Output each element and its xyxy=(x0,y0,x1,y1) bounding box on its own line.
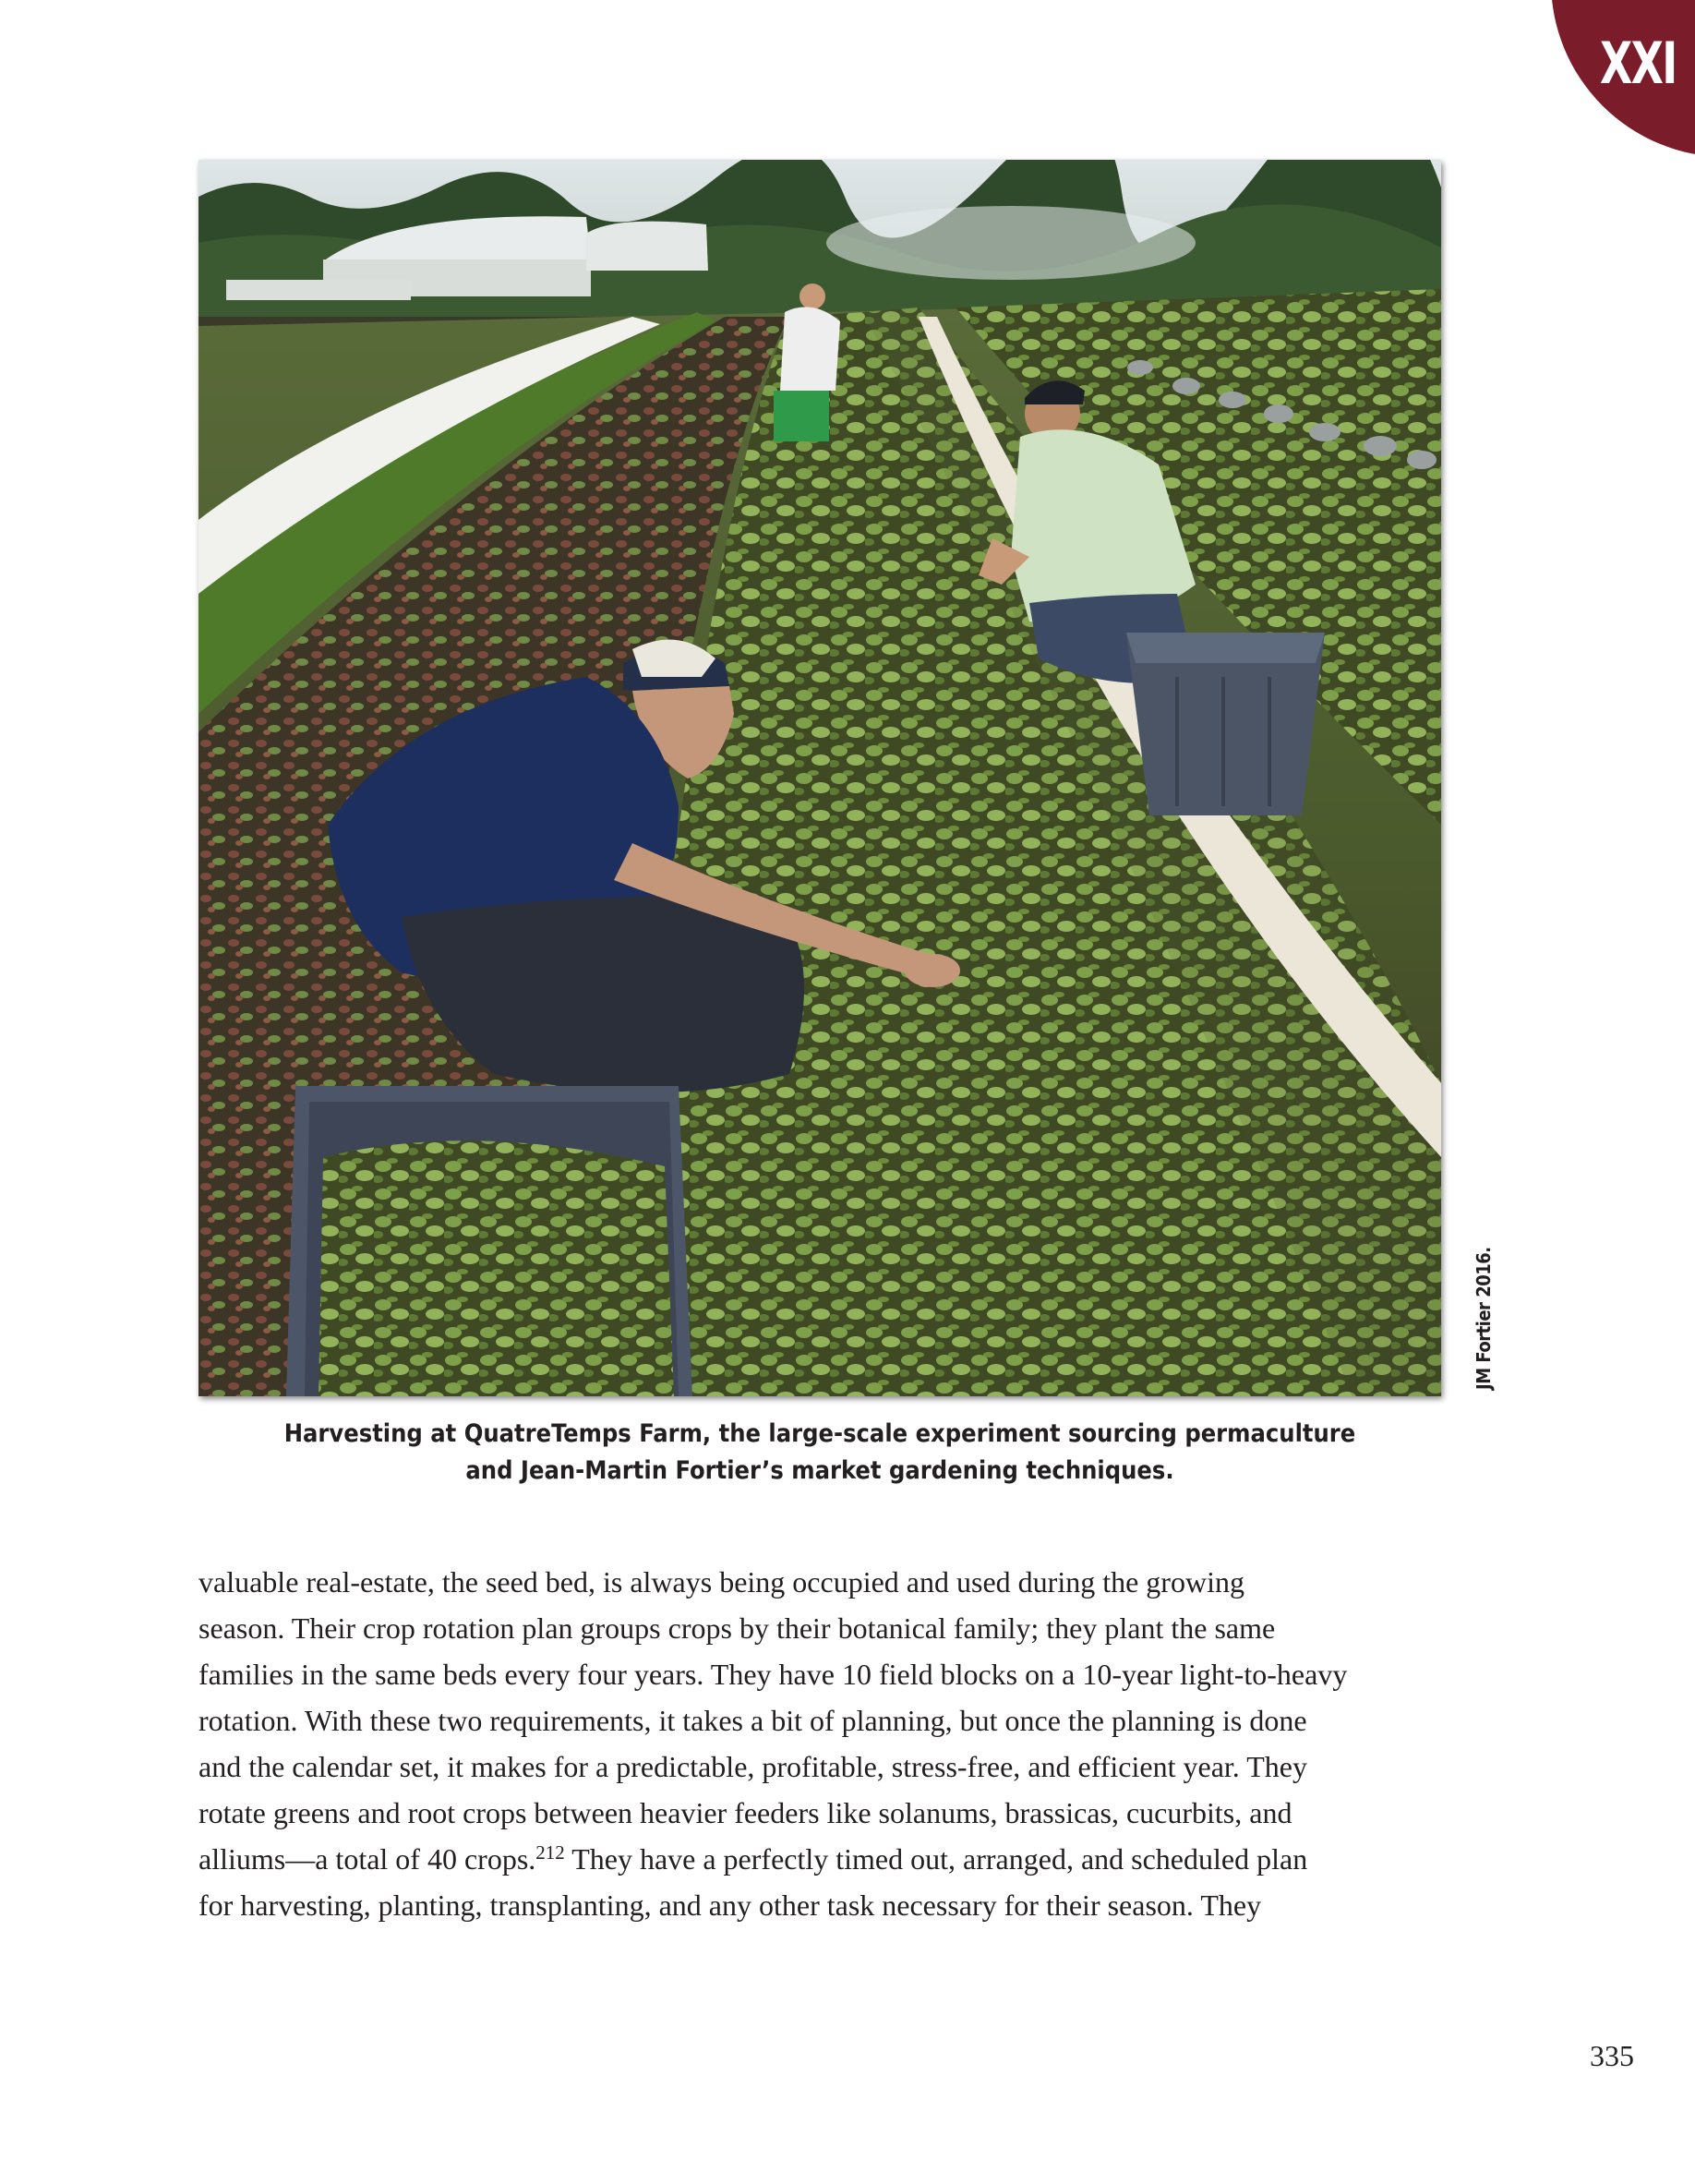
footnote-reference[interactable]: 212 xyxy=(535,1841,565,1864)
body-line-text: alliums—a total of 40 crops. xyxy=(198,1842,536,1876)
caption-line-2: and Jean-Martin Fortier’s market gardening techniques. xyxy=(465,1456,1174,1485)
figure-caption xyxy=(198,1416,1441,1490)
body-line: rotation. With these two requirements, it takes a bit of planning, but once the planning is done xyxy=(198,1704,1307,1737)
photo-credit: JM Fortier 2016. xyxy=(1473,1247,1495,1390)
body-line xyxy=(198,1836,1509,1882)
body-line-text: They have a perfectly timed out, arranged, and scheduled plan xyxy=(564,1842,1308,1876)
body-line: for harvesting, planting, transplanting, and any other task necessary for their season. They xyxy=(198,1888,1262,1922)
body-line: and the calendar set, it makes for a predictable, profitable, stress-free, and efficient year. They xyxy=(198,1750,1307,1783)
chapter-number: XXI xyxy=(1600,30,1677,97)
body-line: rotate greens and root crops between heavier feeders like solanums, brassicas, cucurbits, and xyxy=(198,1796,1292,1829)
body-line: families in the same beds every four years. They have 10 field blocks on a 10-year light-to-heavy xyxy=(198,1658,1348,1691)
page-number: 335 xyxy=(1590,2039,1634,2072)
body-line: valuable real-estate, the seed bed, is always being occupied and used during the growing xyxy=(198,1565,1244,1599)
body-paragraph xyxy=(198,1559,1509,1928)
body-line: season. Their crop rotation plan groups crops by their botanical family; they plant the same xyxy=(198,1611,1276,1645)
farm-harvest-photo xyxy=(198,160,1441,1396)
caption-line-1: Harvesting at QuatreTemps Farm, the large-scale experiment sourcing permaculture xyxy=(283,1419,1356,1448)
